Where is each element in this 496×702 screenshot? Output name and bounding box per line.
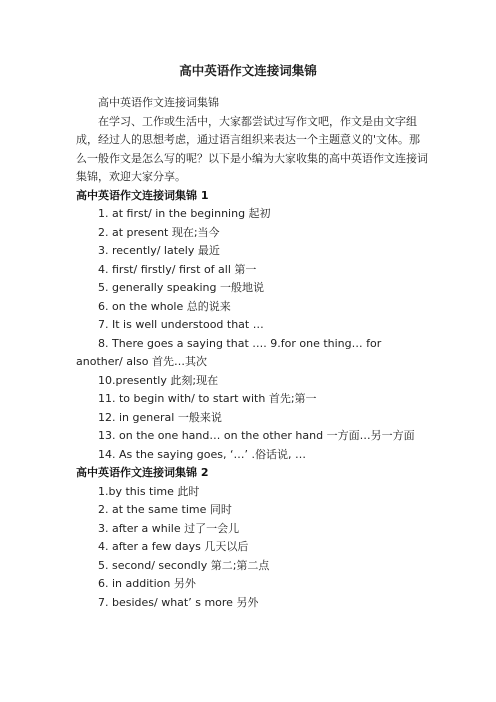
document-body xyxy=(76,94,431,612)
list-item: 10.presently 此刻;现在 xyxy=(98,373,219,387)
list-item: 12. in general 一般来说 xyxy=(98,410,222,424)
list-item: 6. in addition 另外 xyxy=(98,577,196,590)
list-item: 1.by this time 此时 xyxy=(98,484,200,498)
list-item: 13. on the one hand… on the other hand 一方面…另一方面 xyxy=(98,429,415,442)
list-item: 14. As the saying goes, ‘…’ .俗话说, … xyxy=(98,447,306,461)
list-item: 2. at the same time 同时 xyxy=(98,503,232,516)
list-item: 3. recently/ lately 最近 xyxy=(98,244,220,257)
list-item: 8. There goes a saying that …. 9.for one thing… for another/ also 首先…其次 xyxy=(76,336,382,368)
list-item: 4. after a few days 几天以后 xyxy=(98,540,249,553)
list-item: 3. after a while 过了一会儿 xyxy=(98,521,240,535)
list-item: 5. second/ secondly 第二;第二点 xyxy=(98,558,270,572)
document-title: 高中英语作文连接词集锦 xyxy=(179,63,317,78)
document-subtitle: 高中英语作文连接词集锦 xyxy=(98,96,219,109)
list-item: 11. to begin with/ to start with 首先;第一 xyxy=(98,392,317,405)
section2-heading: 高中英语作文连接词集锦 2 xyxy=(76,466,209,479)
list-item: 1. at first/ in the beginning 起初 xyxy=(98,207,271,220)
list-item: 6. on the whole 总的说来 xyxy=(98,299,231,313)
list-item: 2. at present 现在;当今 xyxy=(98,225,220,239)
list-item: 7. It is well understood that … xyxy=(98,318,264,331)
list-item: 7. besides/ what’ s more 另外 xyxy=(98,595,259,609)
list-item: 4. first/ firstly/ first of all 第一 xyxy=(98,262,257,276)
section1-heading: 高中英语作文连接词集锦 1 xyxy=(76,188,209,202)
intro-paragraph: 在学习、工作或生活中，大家都尝试过写作文吧，作文是由文字组成，经过人的思想考虑，通过语言组织来表达一个主题意义的'文体。那么一般作文是怎么写的呢？以下是小编为大家收集的高中英语作文连接词集锦，欢迎大家分享。 xyxy=(76,114,428,183)
list-item: 5. generally speaking 一般地说 xyxy=(98,281,264,294)
